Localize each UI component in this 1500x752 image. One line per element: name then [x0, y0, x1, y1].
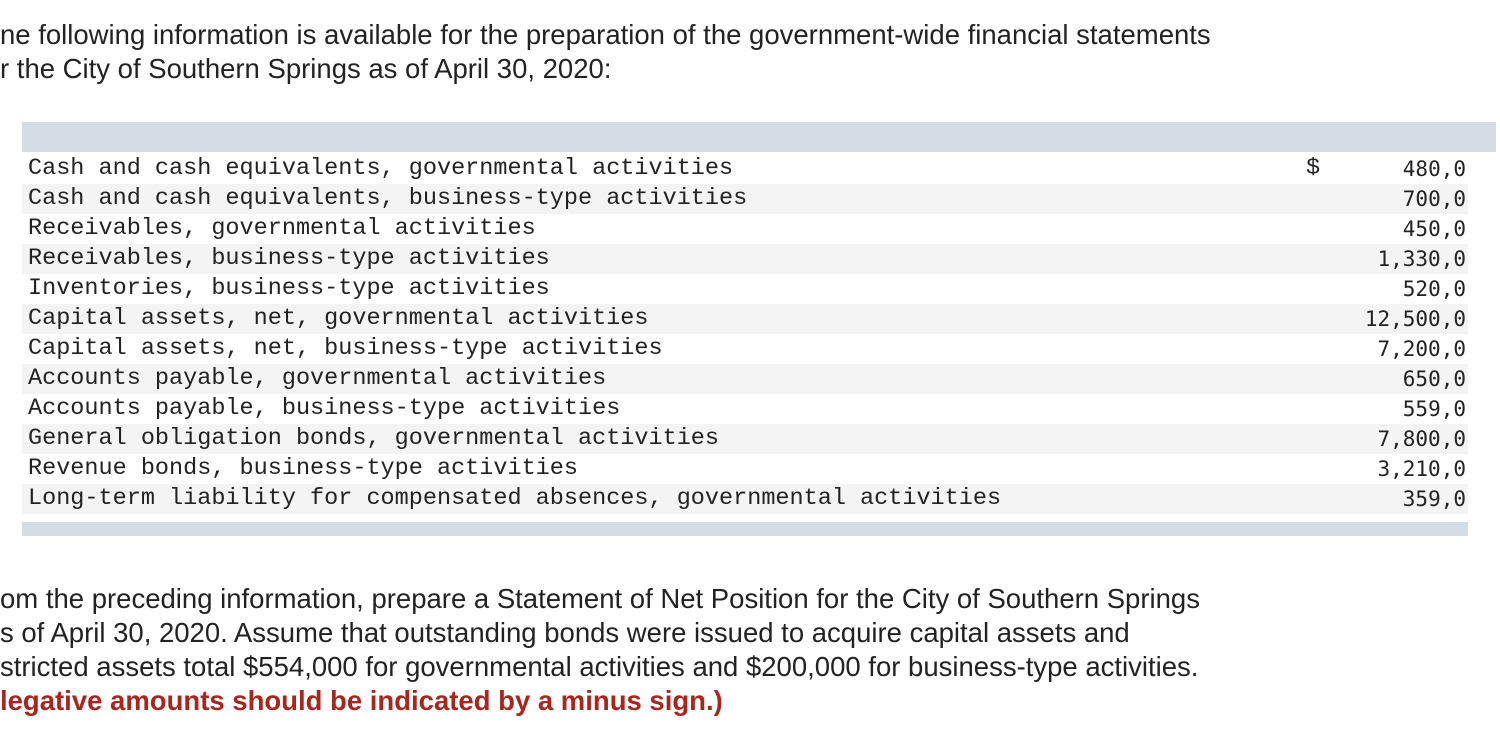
row-label: Cash and cash equivalents, governmental activities: [28, 155, 734, 182]
table-row: [22, 394, 1468, 424]
instructions-line-1: om the preceding information, prepare a Statement of Net Position for the City of Southern Springs: [0, 583, 1200, 614]
table-row: [22, 304, 1468, 334]
row-value: 7,800,0: [1377, 427, 1466, 451]
row-label: Accounts payable, business-type activities: [28, 395, 621, 422]
row-value: 450,0: [1402, 217, 1466, 241]
row-label: Capital assets, net, governmental activities: [28, 305, 649, 332]
table-row: [22, 184, 1468, 214]
row-value: 3,210,0: [1377, 457, 1466, 481]
row-value: 12,500,0: [1364, 307, 1466, 331]
row-label: Capital assets, net, business-type activities: [28, 335, 663, 362]
row-value: 1,330,0: [1377, 247, 1466, 271]
instructions-line-2: s of April 30, 2020. Assume that outstanding bonds were issued to acquire capital assets and: [0, 617, 1130, 648]
intro-paragraph: [0, 18, 1480, 86]
instructions-line-3: stricted assets total $554,000 for governmental activities and $200,000 for business-type activities.: [0, 651, 1199, 682]
row-value: 7,200,0: [1377, 337, 1466, 361]
row-label: Long-term liability for compensated absences, governmental activities: [28, 485, 1002, 512]
negative-amounts-note: legative amounts should be indicated by a minus sign.): [0, 685, 723, 716]
financial-data-panel: [22, 122, 1496, 522]
row-label: Accounts payable, governmental activities: [28, 365, 607, 392]
row-value: 359,0: [1402, 487, 1466, 511]
row-value: 650,0: [1402, 367, 1466, 391]
table-row: [22, 424, 1468, 454]
table-row: [22, 154, 1468, 184]
intro-line-1: ne following information is available for the preparation of the government-wide financial statements: [0, 19, 1211, 50]
row-label: Inventories, business-type activities: [28, 275, 550, 302]
table-row: [22, 364, 1468, 394]
row-value: 480,0: [1402, 157, 1466, 181]
panel-footer-band: [22, 522, 1468, 536]
table-row: [22, 244, 1468, 274]
row-label: Revenue bonds, business-type activities: [28, 455, 578, 482]
table-row: [22, 274, 1468, 304]
currency-symbol: $: [1306, 155, 1321, 182]
row-label: Receivables, governmental activities: [28, 215, 536, 242]
financial-data-table: [22, 154, 1468, 514]
table-row: [22, 334, 1468, 364]
intro-line-2: r the City of Southern Springs as of April 30, 2020:: [0, 53, 612, 84]
row-value: 520,0: [1402, 277, 1466, 301]
row-label: Cash and cash equivalents, business-type activities: [28, 185, 748, 212]
table-row: [22, 454, 1468, 484]
row-value: 559,0: [1402, 397, 1466, 421]
row-value: 700,0: [1402, 187, 1466, 211]
row-label: General obligation bonds, governmental activities: [28, 425, 720, 452]
table-row: [22, 484, 1468, 514]
panel-header-band: [22, 122, 1496, 152]
row-label: Receivables, business-type activities: [28, 245, 550, 272]
table-row: [22, 214, 1468, 244]
instructions-paragraph: [0, 582, 1480, 718]
